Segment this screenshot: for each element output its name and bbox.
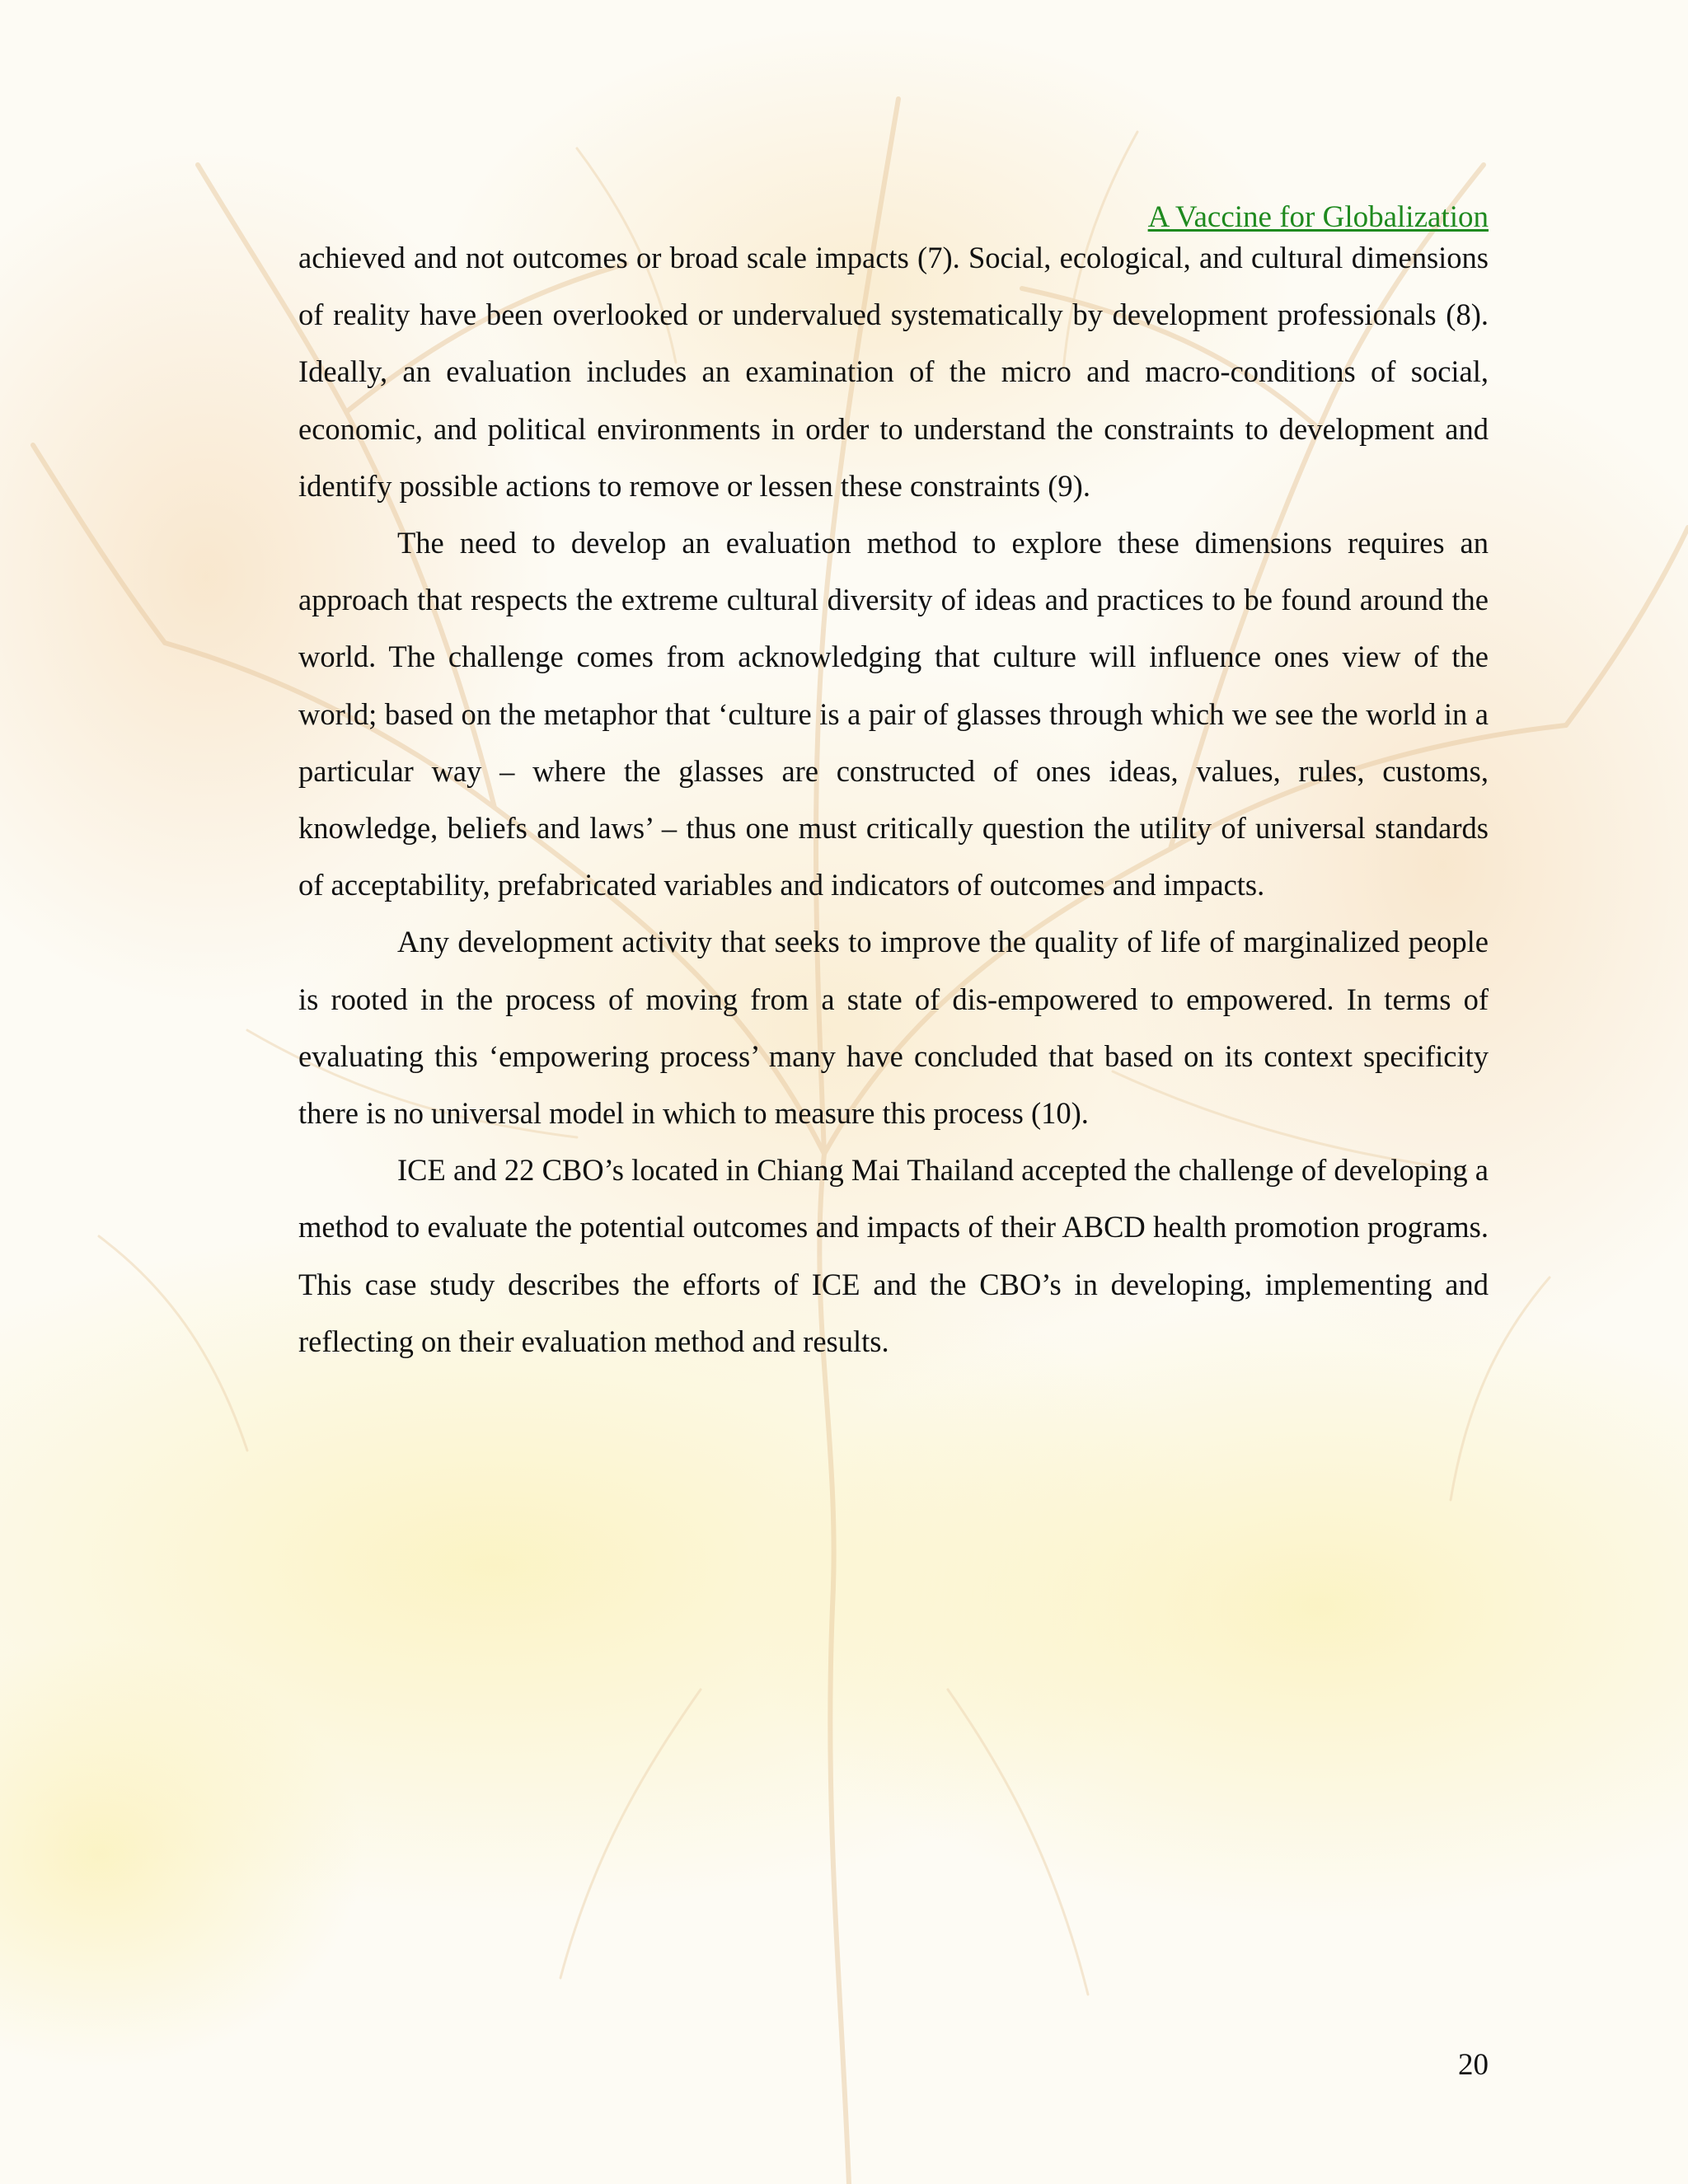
page-number: 20 xyxy=(1458,2048,1489,2082)
body-text xyxy=(298,229,1489,1370)
paragraph-development-activity: Any development activity that seeks to improve the quality of life of marginalized people is rooted in the process of moving from a state of dis-empowered to empowered. In terms of evaluating this ‘empowering process’ many have concluded that based on its context specificity there is no universal model in which to measure this process (10). xyxy=(298,925,1489,1131)
paragraph-evaluation-method: The need to develop an evaluation method to explore these dimensions requires an approach that respects the extreme cultural diversity of ideas and practices to be found around the world. The challenge comes from acknowledging that culture will influence ones view of the world; based on the metaphor that ‘culture is a pair of glasses through which we see the world in a particular way – where the glasses are constructed of ones ideas, values, rules, customs, knowledge, beliefs and laws’ – thus one must critically question the utility of universal standards of acceptability, prefabricated variables and indicators of outcomes and impacts. xyxy=(298,526,1489,902)
paragraph-ice-cbo: ICE and 22 CBO’s located in Chiang Mai Thailand accepted the challenge of developing a method to evaluate the potential outcomes and impacts of their ABCD health promotion programs. This case study describes the efforts of ICE and the CBO’s in developing, implementing and reflecting on their evaluation method and results. xyxy=(298,1153,1489,1358)
running-header-title[interactable]: A Vaccine for Globalization xyxy=(1147,200,1489,234)
paragraph-continued: achieved and not outcomes or broad scale impacts (7). Social, ecological, and cultural dimensions of reality have been overlooked or undervalued systematically by development professionals (8). Ideally, an evaluation includes an examination of the micro and macro-conditions of social, economic, and political environments in order to understand the constraints to development and identify possible actions to remove or lessen these constraints (9). xyxy=(298,241,1489,503)
